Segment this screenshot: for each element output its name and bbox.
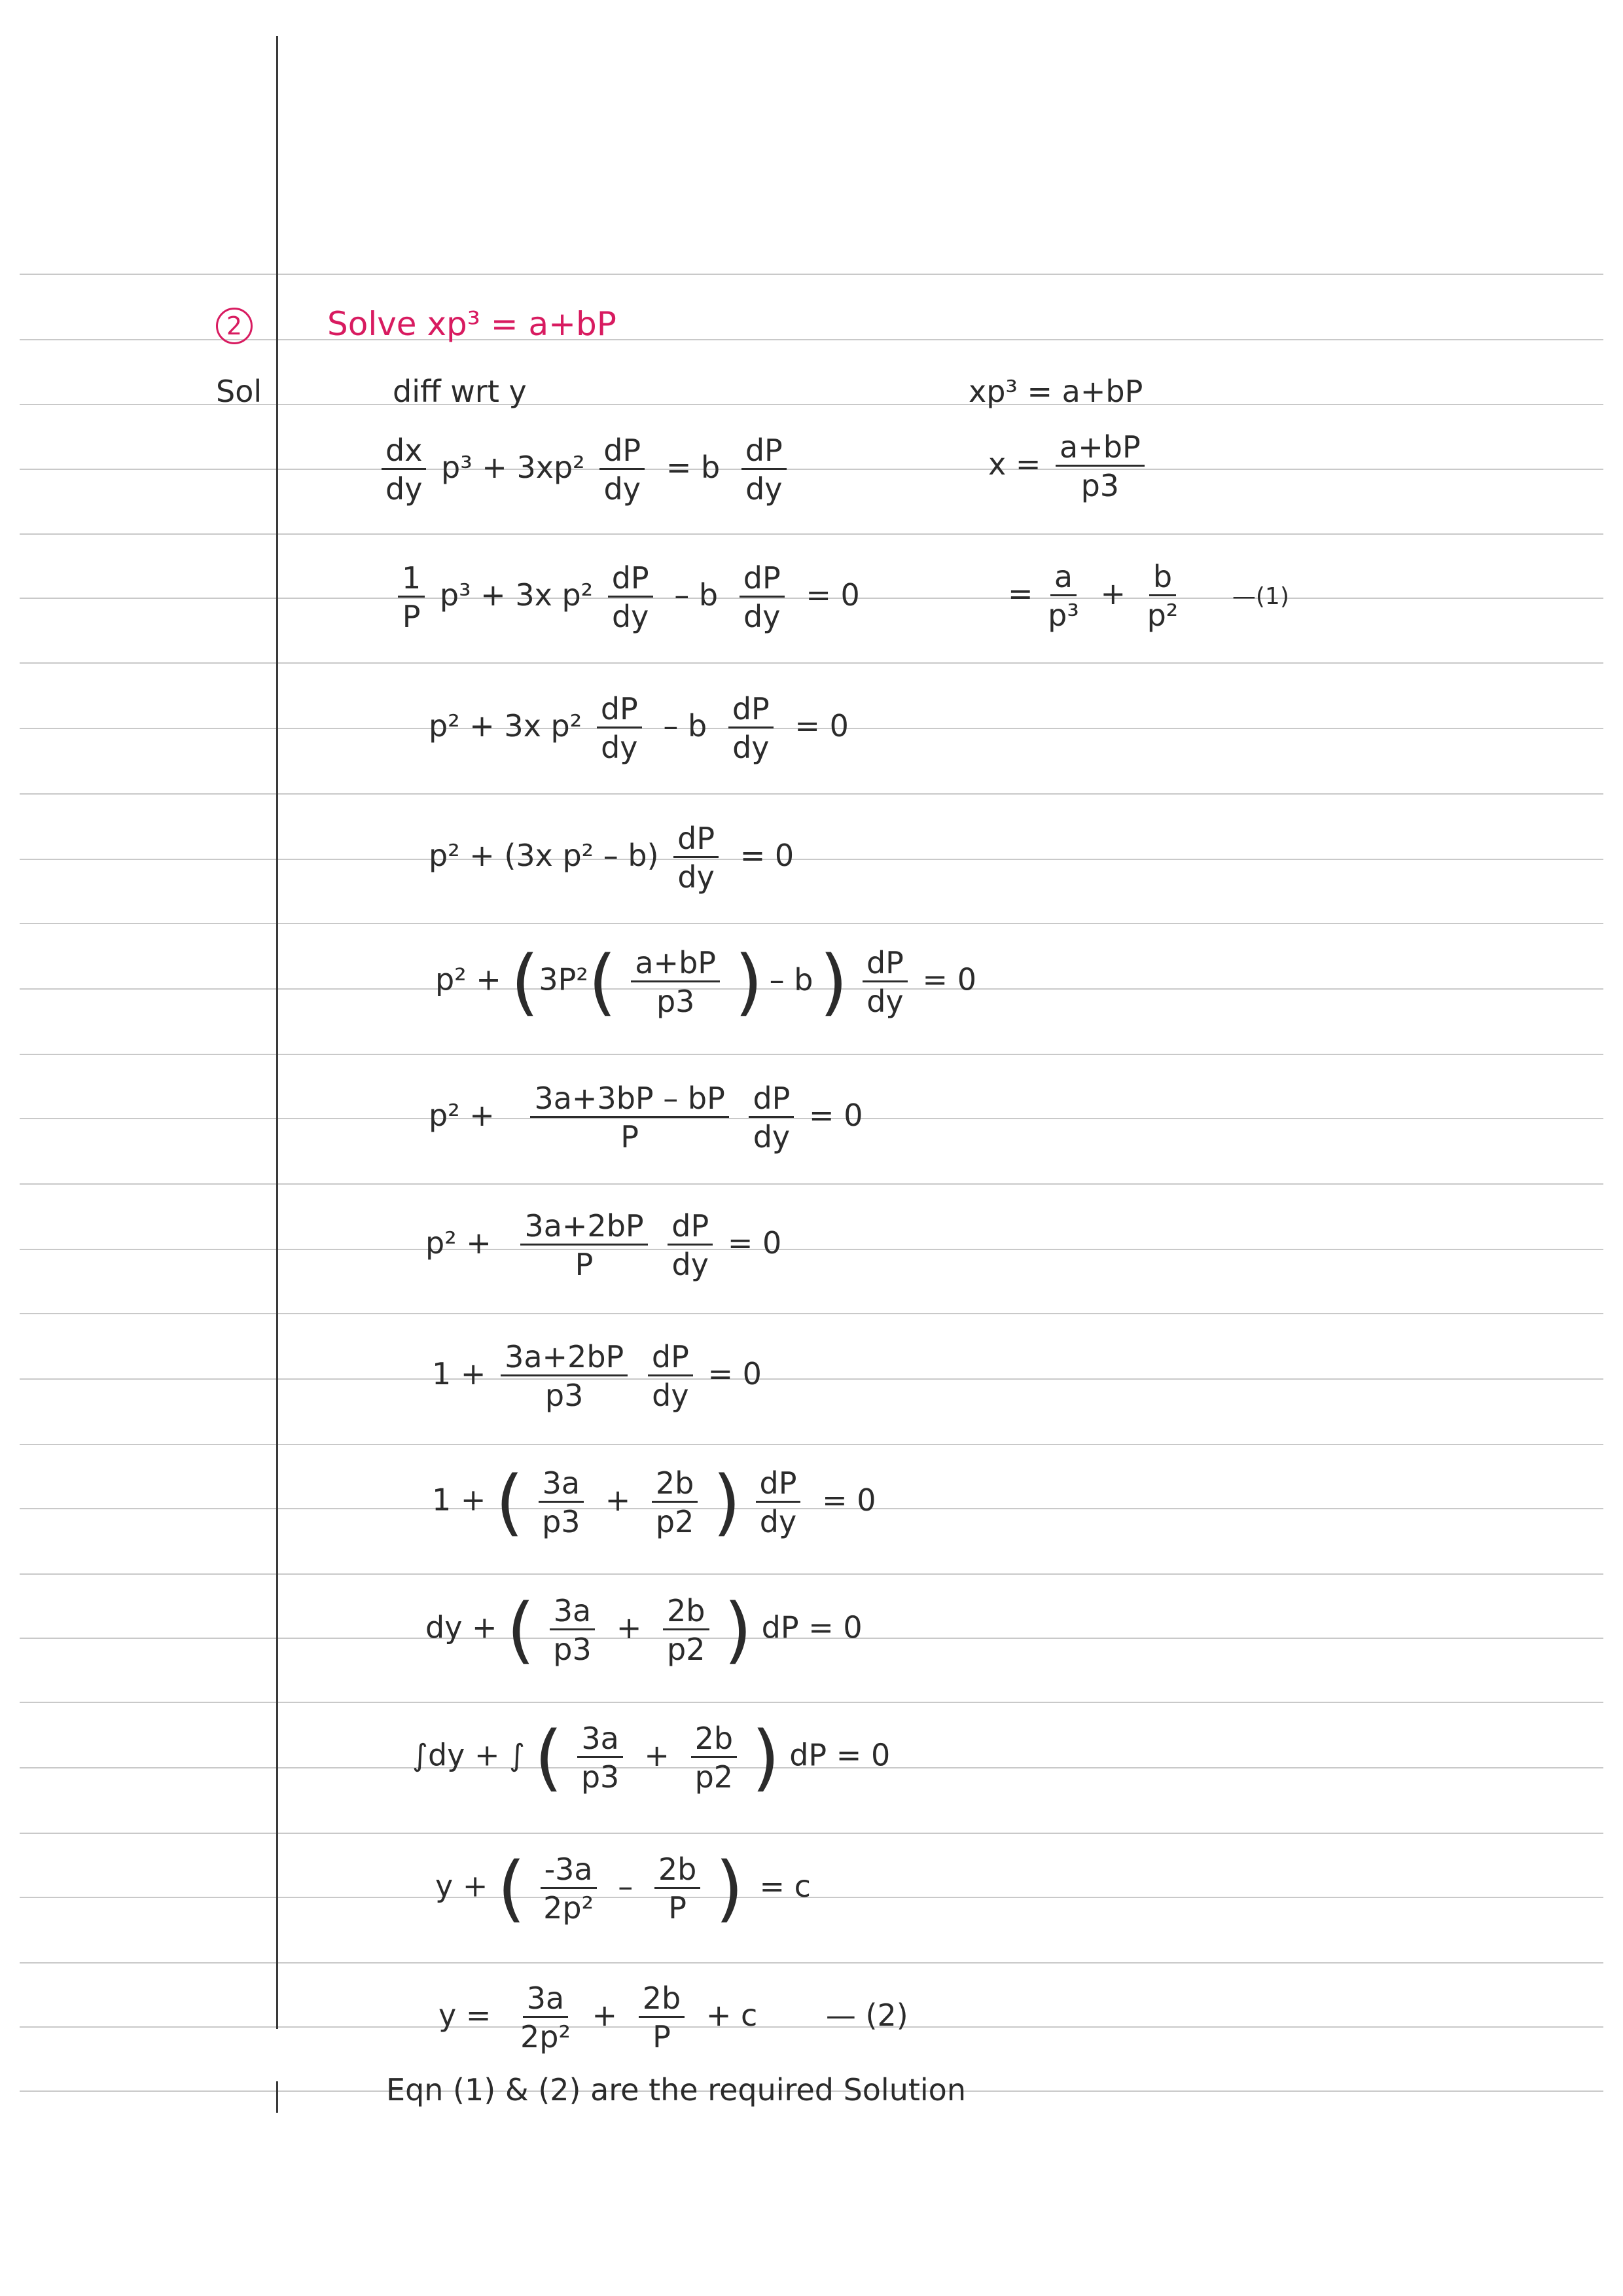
expression: = b	[666, 450, 721, 485]
step-14	[438, 1983, 908, 2052]
expression: = c	[759, 1868, 811, 1904]
side-given-equation: xp³ = a+bP	[969, 374, 1143, 409]
equals: =	[1008, 576, 1033, 611]
rule-line	[20, 1444, 1603, 1445]
denominator: dy	[753, 1119, 791, 1155]
denominator: dy	[603, 471, 641, 507]
expression: p³ + 3x p²	[439, 577, 594, 613]
expression: = 0	[740, 838, 794, 873]
numerator: dP	[749, 1083, 794, 1118]
equation-tag-1: —(1)	[1232, 583, 1289, 610]
side-fraction-b	[1147, 559, 1179, 633]
fraction	[597, 691, 642, 765]
fraction	[599, 433, 645, 507]
fraction	[668, 1208, 713, 1282]
numerator: a+bP	[1056, 432, 1145, 467]
fraction	[740, 560, 785, 634]
equation-tag-2: — (2)	[825, 1998, 908, 2033]
numerator: 1	[398, 563, 425, 598]
step-10: 1 + ( $\frac{3a}{p3}$ + $\frac{2b}{p2}$ ) $\frac{dP}{dy}$ = 0	[432, 1460, 876, 1544]
rule-line	[20, 662, 1603, 664]
numerator: 2b	[691, 1723, 737, 1758]
fraction	[530, 1081, 728, 1155]
numerator: dP	[599, 435, 645, 470]
denominator: p3	[580, 1759, 620, 1795]
expression: 3P²	[539, 961, 588, 997]
side-fraction-a	[1048, 559, 1079, 633]
expression: p² + 3x p²	[429, 708, 582, 744]
fraction	[541, 1851, 597, 1926]
rule-line	[20, 859, 1603, 860]
expression: 1 +	[432, 1356, 486, 1391]
denominator: p2	[667, 1631, 705, 1667]
expression: – b	[674, 577, 719, 613]
plus: +	[592, 1998, 618, 2033]
denominator: dy	[745, 471, 783, 507]
denominator: 2p²	[543, 1890, 594, 1926]
expression: = 0	[806, 577, 860, 613]
step-5	[429, 821, 800, 895]
denominator: p3	[542, 1503, 580, 1539]
rule-line	[20, 1249, 1603, 1250]
fraction	[577, 1720, 622, 1795]
numerator: 2b	[652, 1468, 698, 1503]
numerator: b	[1149, 562, 1176, 596]
step-12: ∫dy + ∫ ( $\frac{3a}{p3}$ + $\frac{2b}{p2}$ ) dP = 0	[412, 1715, 891, 1799]
fraction	[728, 691, 774, 765]
numerator: 3a	[523, 1983, 568, 2018]
denominator: p2	[694, 1759, 734, 1795]
rule-line	[20, 923, 1603, 924]
step-13: y + ( $\frac{-3a}{\text{2p²}}$ – $\frac{2b}{P}$ ) = c	[435, 1846, 811, 1930]
expression: ∫dy + ∫	[412, 1737, 526, 1773]
numerator: dP	[756, 1468, 801, 1503]
fraction	[639, 1983, 685, 2052]
numerator: dP	[740, 563, 785, 598]
rule-line	[20, 274, 1603, 275]
denominator: p3	[1080, 468, 1120, 503]
rule-line	[20, 339, 1603, 340]
expression: p² +	[425, 1225, 491, 1261]
side-split-expression	[1008, 559, 1289, 633]
numerator: a	[1050, 562, 1077, 596]
rule-line	[20, 1054, 1603, 1055]
fraction	[539, 1465, 584, 1539]
denominator: dy	[671, 1247, 709, 1282]
expression: = 0	[727, 1225, 782, 1261]
expression: + c	[705, 1998, 758, 2033]
denominator: p2	[655, 1503, 694, 1539]
question-title: Solve xp³ = a+bP	[327, 305, 616, 343]
denominator: dy	[866, 983, 904, 1019]
expression: p² +	[435, 961, 501, 997]
expression: = 0	[794, 708, 849, 744]
fraction	[398, 560, 425, 634]
fraction	[691, 1720, 737, 1795]
denominator: dy	[759, 1503, 797, 1539]
numerator: dP	[648, 1342, 693, 1376]
question-number: 2	[216, 308, 253, 344]
expression: dP = 0	[789, 1737, 891, 1773]
denominator: dy	[601, 730, 638, 765]
denominator: dy	[677, 859, 715, 895]
rule-line	[20, 1378, 1603, 1380]
expression: = 0	[922, 961, 976, 997]
denominator: P	[668, 1890, 687, 1926]
expression: p² + (3x p² – b)	[429, 838, 659, 873]
numerator: dP	[608, 563, 653, 598]
denominator: dy	[743, 599, 781, 634]
fraction	[741, 433, 787, 507]
expression: dP = 0	[761, 1609, 863, 1645]
expression: p³ + 3xp²	[441, 450, 585, 485]
step-6: p² + (3P²( $\frac{a+bP}{p3}$ ) – b) $\frac{dP}{dy}$ = 0	[435, 940, 976, 1024]
rule-line	[20, 1183, 1603, 1185]
denominator: p3	[553, 1631, 592, 1667]
expression: y +	[435, 1868, 488, 1904]
fraction	[749, 1081, 794, 1155]
question-number-badge	[216, 308, 253, 344]
rule-line	[20, 1702, 1603, 1703]
numerator: dP	[741, 435, 787, 470]
numerator: 2b	[663, 1596, 709, 1630]
fraction	[520, 1983, 571, 2052]
numerator: dP	[728, 694, 774, 728]
side-x-eq: x =	[988, 446, 1041, 482]
fraction	[654, 1851, 700, 1926]
rule-line	[20, 1962, 1603, 1964]
rule-line	[20, 1313, 1603, 1314]
expression: p² +	[429, 1098, 495, 1133]
fraction	[550, 1592, 595, 1667]
numerator: dP	[597, 694, 642, 728]
numerator: 2b	[654, 1854, 700, 1889]
expression: 1 +	[432, 1482, 486, 1518]
numerator: a+bP	[631, 948, 720, 982]
expression: = 0	[707, 1356, 762, 1391]
rule-line	[20, 469, 1603, 470]
step-11: dy + ( $\frac{3a}{p3}$ + $\frac{2b}{p2}$ ) dP = 0	[425, 1588, 863, 1672]
numerator: 3a+3bP – bP	[530, 1083, 728, 1118]
fraction	[501, 1339, 628, 1413]
denominator: P	[402, 599, 421, 634]
numerator: 2b	[639, 1983, 685, 2018]
denominator: p3	[544, 1378, 584, 1413]
fraction	[648, 1339, 693, 1413]
fraction	[663, 1592, 709, 1667]
expression: dy +	[425, 1609, 497, 1645]
fraction	[520, 1208, 647, 1282]
numerator: dP	[673, 823, 719, 858]
denominator: dy	[611, 599, 649, 634]
step-2	[376, 433, 792, 507]
denominator: p²	[1147, 598, 1179, 633]
rule-line	[20, 1833, 1603, 1834]
fraction	[382, 433, 426, 507]
expression: = 0	[809, 1098, 863, 1133]
step-3	[393, 560, 866, 634]
side-fraction	[1056, 429, 1145, 503]
numerator: dx	[382, 435, 426, 470]
plus: +	[644, 1737, 669, 1773]
denominator: P	[575, 1247, 594, 1282]
fraction	[863, 944, 908, 1019]
fraction	[631, 944, 720, 1019]
side-x-expression	[988, 429, 1150, 503]
denominator: 2p²	[520, 2019, 571, 2054]
solution-label: Sol	[216, 374, 262, 409]
denominator: dy	[385, 471, 423, 507]
rule-line	[20, 1573, 1603, 1575]
denominator: p³	[1048, 598, 1079, 633]
step-9	[432, 1339, 762, 1413]
fraction	[756, 1465, 801, 1539]
numerator: dP	[668, 1211, 713, 1246]
step-differentiate: diff wrt y	[393, 374, 527, 409]
step-8	[425, 1208, 782, 1282]
numerator: 3a	[550, 1596, 595, 1630]
denominator: dy	[732, 730, 770, 765]
denominator: p3	[656, 983, 695, 1019]
rule-line	[20, 533, 1603, 535]
denominator: P	[652, 2019, 671, 2054]
expression: = 0	[822, 1482, 876, 1518]
plus: +	[1100, 576, 1126, 611]
numerator: 3a+2bP	[520, 1211, 647, 1246]
conclusion-text: Eqn (1) & (2) are the required Solution	[386, 2072, 966, 2108]
expression: y =	[438, 1998, 491, 2033]
numerator: -3a	[541, 1854, 597, 1889]
fraction	[608, 560, 653, 634]
step-7	[429, 1081, 863, 1155]
rule-line	[20, 793, 1603, 795]
numerator: 3a	[577, 1723, 622, 1758]
expression: – b	[663, 708, 707, 744]
denominator: dy	[652, 1378, 689, 1413]
plus: +	[605, 1482, 631, 1518]
numerator: 3a+2bP	[501, 1342, 628, 1376]
numerator: 3a	[539, 1468, 584, 1503]
fraction	[673, 821, 719, 895]
plus: +	[616, 1609, 642, 1645]
margin-line	[276, 2081, 278, 2113]
margin-line	[276, 36, 278, 2029]
denominator: P	[620, 1119, 639, 1155]
expression: – b	[769, 961, 813, 997]
step-4	[429, 691, 855, 765]
fraction	[652, 1465, 698, 1539]
numerator: dP	[863, 948, 908, 982]
minus: –	[618, 1868, 633, 1904]
